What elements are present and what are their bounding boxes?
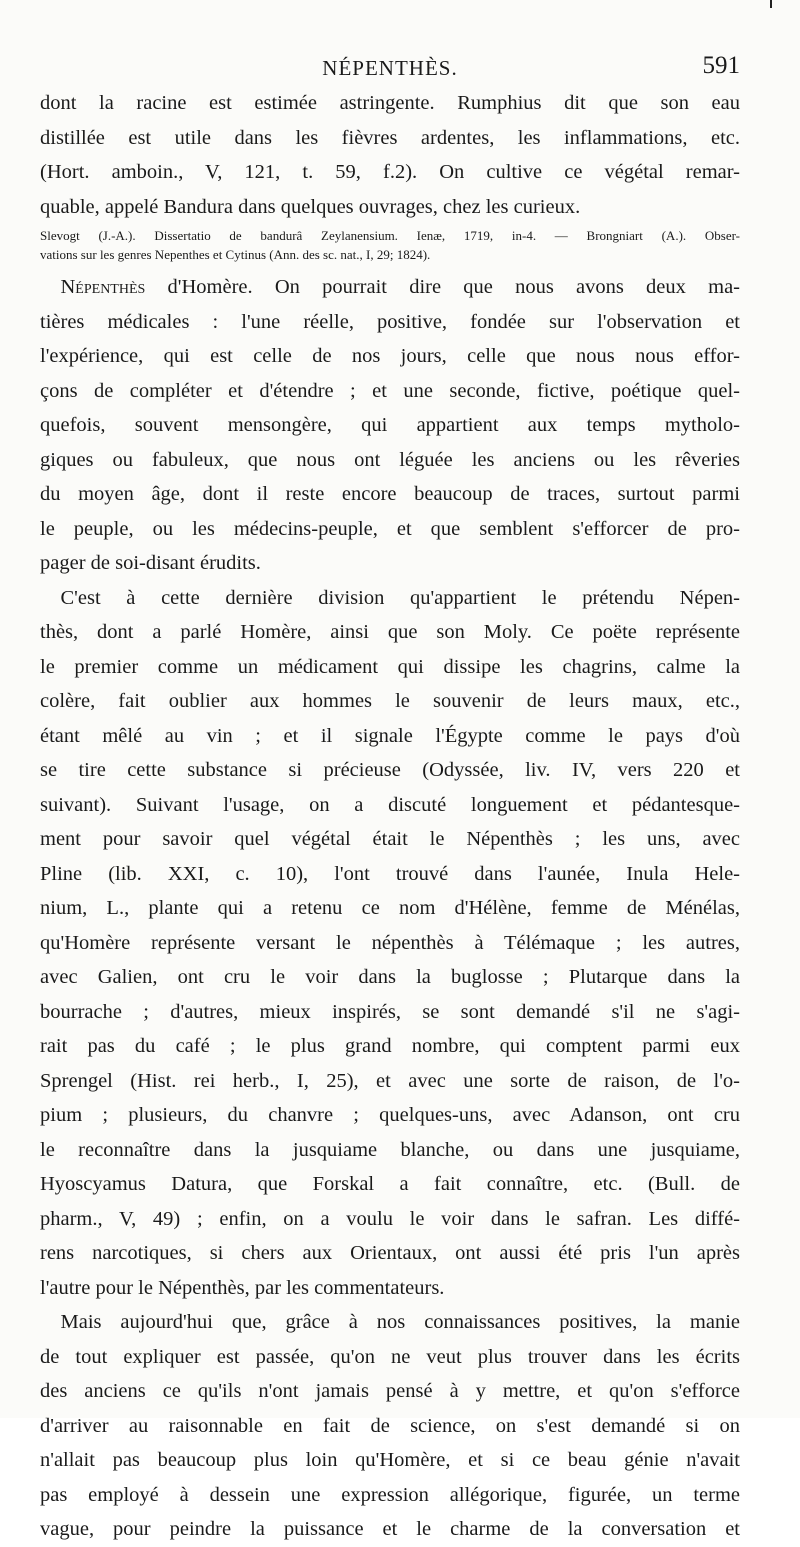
- text-line: distillée est utile dans les fièvres ardentes, les inflammations, etc.: [40, 126, 740, 149]
- text-line: [40, 270, 740, 305]
- paragraph-derniere-division: [40, 581, 740, 1306]
- text-line: pium ; plusieurs, du chanvre ; quelques-uns, avec Adanson, ont cru: [40, 1104, 740, 1126]
- text-line: tières médicales : l'une réelle, positive, fondée sur l'observation et: [40, 310, 740, 333]
- text-line: se tire cette substance si précieuse (Odyssée, liv. IV, vers 220 et: [40, 759, 740, 781]
- bibliography-line: Slevogt (J.-A.). Dissertatio de bandurâ Zeylanensium. Ienæ, 1719, in-4. — Brongniart (A.). Obser-: [40, 228, 740, 243]
- text-line: d'arriver au raisonnable en fait de science, on s'est demandé si on: [40, 1414, 740, 1437]
- text-line: quable, appelé Bandura dans quelques ouvrages, chez les curieux.: [40, 195, 581, 218]
- text-line: [40, 581, 740, 616]
- text-line: le peuple, ou les médecins-peuple, et que semblent s'efforcer de pro-: [40, 517, 740, 540]
- text-line: vague, pour peindre la puissance et le charme de la conversation et: [40, 1518, 740, 1540]
- text-line: suivant). Suivant l'usage, on a discuté longuement et pédantesque-: [40, 793, 740, 816]
- paragraph-aujourdhui: [40, 1305, 740, 1547]
- text-line: des anciens ce qu'ils n'ont jamais pensé à y mettre, et qu'on s'efforce: [40, 1380, 740, 1402]
- text-line: qu'Homère représente versant le népenthès à Télémaque ; les autres,: [40, 931, 740, 954]
- body-text: [40, 86, 740, 1547]
- text-line: pager de soi-disant érudits.: [40, 552, 261, 574]
- text-line: quefois, souvent mensongère, qui appartient aux temps mytholo-: [40, 414, 740, 436]
- paragraph-continued: [40, 86, 740, 224]
- text-line: [40, 1305, 740, 1340]
- text-line: pas employé à dessein une expression allégorique, figurée, un terme: [40, 1483, 740, 1506]
- page-header: [40, 52, 740, 86]
- text-line: dont la racine est estimée astringente. Rumphius dit que son eau: [40, 92, 740, 114]
- text-line-rest: d'Homère. On pourrait dire que nous avons deux ma-: [145, 276, 740, 298]
- text-line: avec Galien, ont cru le voir dans la buglosse ; Plutarque dans la: [40, 966, 740, 988]
- paragraph-nepenthes-homere: [40, 270, 740, 581]
- running-title: NÉPENTHÈS.: [322, 56, 458, 80]
- text-line: bourrache ; d'autres, mieux inspirés, se sont demandé s'il ne s'agi-: [40, 1000, 740, 1023]
- text-line: Sprengel (Hist. rei herb., I, 25), et avec une sorte de raison, de l'o-: [40, 1069, 740, 1092]
- text-line: pharm., V, 49) ; enfin, on a voulu le voir dans le safran. Les diffé-: [40, 1207, 740, 1230]
- margin-mark: [770, 0, 772, 8]
- text-line: le premier comme un médicament qui dissipe les chagrins, calme la: [40, 655, 740, 678]
- text-line: (Hort. amboin., V, 121, t. 59, f.2). On cultive ce végétal remar-: [40, 161, 740, 183]
- entry-headword: Népenthès: [60, 276, 146, 298]
- text-line: çons de compléter et d'étendre ; et une seconde, fictive, poétique quel-: [40, 379, 740, 402]
- text-line: colère, fait oublier aux hommes le souvenir de leurs maux, etc.,: [40, 690, 740, 712]
- bibliography-line: vations sur les genres Nepenthes et Cytinus (Ann. des sc. nat., I, 29; 1824).: [40, 247, 431, 262]
- text-line: thès, dont a parlé Homère, ainsi que son Moly. Ce poëte représente: [40, 621, 740, 643]
- text-line: l'autre pour le Népenthès, par les commentateurs.: [40, 1276, 445, 1299]
- text-line: le reconnaître dans la jusquiame blanche, ou dans une jusquiame,: [40, 1138, 740, 1161]
- text-line-rest: C'est à cette dernière division qu'appartient le prétendu Népen-: [60, 586, 740, 609]
- text-line-rest: Mais aujourd'hui que, grâce à nos connaissances positives, la manie: [60, 1311, 740, 1333]
- bibliography-note: [40, 224, 740, 270]
- text-line: du moyen âge, dont il reste encore beaucoup de traces, surtout parmi: [40, 483, 740, 505]
- text-line: de tout expliquer est passée, qu'on ne veut plus trouver dans les écrits: [40, 1345, 740, 1368]
- text-line: rait pas du café ; le plus grand nombre, qui comptent parmi eux: [40, 1035, 740, 1057]
- text-line: nium, L., plante qui a retenu ce nom d'Hélène, femme de Ménélas,: [40, 897, 740, 919]
- text-line: rens narcotiques, si chers aux Orientaux, ont aussi été pris l'un après: [40, 1242, 740, 1264]
- page-number: 591: [702, 52, 740, 79]
- text-line: ment pour savoir quel végétal était le Népenthès ; les uns, avec: [40, 828, 740, 850]
- text-line: giques ou fabuleux, que nous ont léguée les anciens ou les rêveries: [40, 448, 740, 471]
- text-line: Pline (lib. XXI, c. 10), l'ont trouvé dans l'aunée, Inula Hele-: [40, 862, 740, 885]
- text-line: étant mêlé au vin ; et il signale l'Égypte comme le pays d'où: [40, 724, 740, 747]
- text-line: Hyoscyamus Datura, que Forskal a fait connaître, etc. (Bull. de: [40, 1173, 740, 1195]
- text-line: l'expérience, qui est celle de nos jours, celle que nous nous effor-: [40, 345, 740, 367]
- text-line: n'allait pas beaucoup plus loin qu'Homère, et si ce beau génie n'avait: [40, 1449, 740, 1471]
